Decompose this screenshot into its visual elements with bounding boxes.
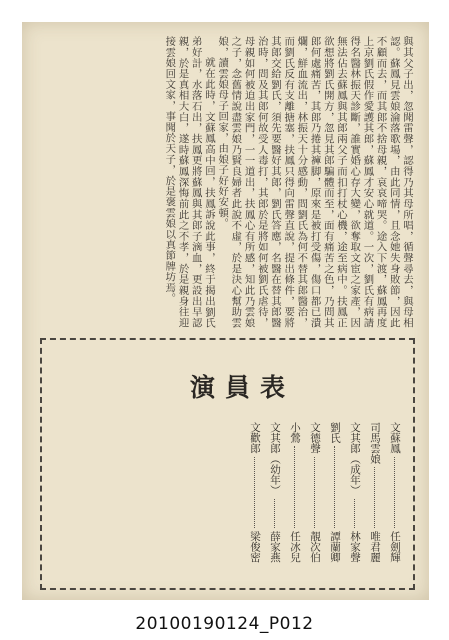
cast-actor: 薛家燕	[269, 530, 281, 562]
cast-actor: 譚蘭卿	[329, 530, 341, 562]
cast-actor: 任冰兒	[289, 530, 301, 562]
leader-dots	[314, 457, 315, 528]
program-page	[22, 22, 429, 600]
leader-dots	[334, 446, 335, 528]
cast-role: 文歡郎	[249, 422, 261, 454]
synopsis-paragraph-2: 就在此時，文蘇鳳高中回，扶鳳訴說此事，終于揭出劉氏弟好計，水落石出，扶鳳更將蘇鳳與其郎子滴血，更設出早認親，於是真相大白，遂時蘇鳳深悔前此之不孝，於是親身往迎接雲娘回文家，事聞於天子，於是褒雲娘以真節牌坊焉。	[163, 36, 215, 328]
cast-entry	[348, 422, 361, 562]
leader-dots	[254, 457, 255, 528]
leader-dots	[374, 467, 375, 528]
cast-role: 司馬雲娘	[369, 422, 381, 464]
synopsis-text	[38, 36, 413, 328]
leader-dots	[394, 457, 395, 528]
leader-dots	[354, 499, 355, 528]
cast-entry	[388, 422, 401, 562]
cast-entry	[308, 422, 321, 562]
cast-entry	[368, 422, 381, 562]
cast-actor: 唯君麗	[369, 530, 381, 562]
image-caption: 20100190124_P012	[135, 614, 314, 634]
cast-role: 文蘇鳳	[389, 422, 401, 454]
cast-actor: 梁俊密	[249, 530, 261, 562]
synopsis-paragraph-1: 與其父子出，忽聞雷聲，認得乃其母所唱，循聲尋去，與母相認。蘇鳳見雲娘淪落歌場，由此同情，且念她失身敗節，因此不顧而去，而其郎不捨母親，哀哀啼哭。途入下渡，蘇鳳再度上京劉氏假作愛護其郎，蘇鳳才安心就道。一次，劉氏有病請得名醫林振天診斷，誰實婚心存大變，欲奪取文宦之家產，因無法佔去蘇鳳與其郎兩父子而扣打杖心機，途至病中。扶鳳正欲想將劉氏開方，忽見其郎騙體而至，面有痛苦之色，乃問其郎何處痛苦，其郎乃捲其褲脚，原來是被打受傷，傷口都已潰爛，鮮血流出，林振天十分感動，問劉氏為何不替其郎醫治，而劉氏反有支離搪塞，扶鳳只得向雷聲直說，提出條件，要將其郎交給劉氏，須先要醫好其郎，劉氏答應，名醫在替其郎醫治時，問及其郎何故受人毒打，其郎於是將如何被劉氏虐待，母親如何被迫出家門，一一道出，扶鳳心有所感，知此乃雲娘之子，念舊情說盡雲娘乃賢良婦者此說不虛，於是決心幫助雲娘，讀雲娘母子回家，由娘子好好安頓。	[216, 36, 413, 328]
cast-role: 劉氏	[329, 422, 341, 443]
cast-list	[248, 422, 401, 572]
cast-list-box	[40, 338, 415, 590]
leader-dots	[274, 499, 275, 528]
cast-actor: 靚次伯	[309, 530, 321, 562]
cast-entry	[268, 422, 281, 562]
cast-entry	[288, 422, 301, 562]
cast-entry	[328, 422, 341, 562]
cast-role: 文德聲	[309, 422, 321, 454]
cast-role: 文其郎（成年）	[349, 422, 361, 496]
cast-actor: 林家聲	[349, 530, 361, 562]
cast-actor: 任劍輝	[389, 530, 401, 562]
cast-entry	[248, 422, 261, 562]
leader-dots	[294, 446, 295, 528]
cast-role: 小鶯	[289, 422, 301, 443]
cast-role: 文其郎（幼年）	[269, 422, 281, 496]
cast-title: 演員表	[190, 373, 296, 402]
